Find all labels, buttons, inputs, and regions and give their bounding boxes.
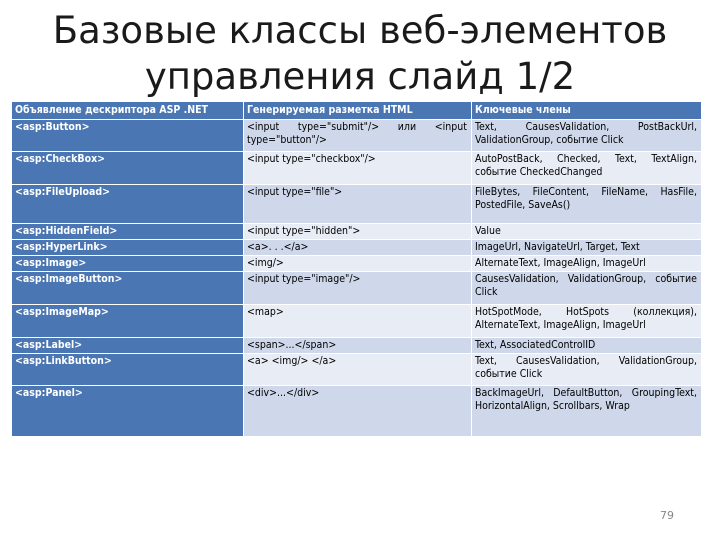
asp-tag-cell: <asp:LinkButton>	[12, 354, 244, 386]
asp-tag-cell: <asp:HiddenField>	[12, 224, 244, 240]
table-row	[12, 240, 702, 256]
header-asp-declaration: Объявление дескриптора ASP .NET	[12, 102, 244, 120]
html-markup-cell: <map>	[244, 305, 472, 338]
header-html-markup: Генерируемая разметка HTML	[244, 102, 472, 120]
table-row	[12, 305, 702, 338]
html-markup-cell: <input type="submit"/> или <input type="button"/>	[244, 120, 472, 152]
key-members-cell: HotSpotMode, HotSpots (коллекция), AlternateText, ImageAlign, ImageUrl	[472, 305, 702, 338]
html-markup-cell: <input type="image"/>	[244, 272, 472, 305]
key-members-cell: AlternateText, ImageAlign, ImageUrl	[472, 256, 702, 272]
key-members-cell: AutoPostBack, Checked, Text, TextAlign, событие CheckedChanged	[472, 152, 702, 185]
slide-title	[0, 8, 720, 100]
asp-tag-cell: <asp:CheckBox>	[12, 152, 244, 185]
html-markup-cell: <a> <img/> </a>	[244, 354, 472, 386]
table-row	[12, 185, 702, 224]
html-markup-cell: <input type="hidden">	[244, 224, 472, 240]
table-row	[12, 272, 702, 305]
table-row	[12, 354, 702, 386]
asp-tag-cell: <asp:HyperLink>	[12, 240, 244, 256]
asp-tag-cell: <asp:ImageButton>	[12, 272, 244, 305]
key-members-cell: CausesValidation, ValidationGroup, событие Click	[472, 272, 702, 305]
page-number: 79	[660, 509, 674, 522]
html-markup-cell: <a>. . .</a>	[244, 240, 472, 256]
table-row	[12, 224, 702, 240]
key-members-cell: Text, AssociatedControlID	[472, 338, 702, 354]
html-markup-cell: <input type="checkbox"/>	[244, 152, 472, 185]
key-members-cell: Text, CausesValidation, ValidationGroup, событие Click	[472, 354, 702, 386]
asp-tag-cell: <asp:Label>	[12, 338, 244, 354]
asp-tag-cell: <asp:Panel>	[12, 386, 244, 437]
key-members-cell: ImageUrl, NavigateUrl, Target, Text	[472, 240, 702, 256]
table-row	[12, 386, 702, 437]
header-key-members: Ключевые члены	[472, 102, 702, 120]
html-markup-cell: <span>...</span>	[244, 338, 472, 354]
controls-table	[11, 101, 702, 437]
asp-tag-cell: <asp:ImageMap>	[12, 305, 244, 338]
slide-title-line-2: управления слайд 1/2	[144, 55, 576, 98]
table-row	[12, 152, 702, 185]
key-members-cell: BackImageUrl, DefaultButton, GroupingText, HorizontalAlign, Scrollbars, Wrap	[472, 386, 702, 437]
table-row	[12, 120, 702, 152]
asp-tag-cell: <asp:Button>	[12, 120, 244, 152]
table-header-row	[12, 102, 702, 120]
table-row	[12, 338, 702, 354]
html-markup-cell: <img/>	[244, 256, 472, 272]
html-markup-cell: <div>...</div>	[244, 386, 472, 437]
slide-title-line-1: Базовые классы веб-элементов	[52, 9, 668, 52]
html-markup-cell: <input type="file">	[244, 185, 472, 224]
table-row	[12, 256, 702, 272]
key-members-cell: Value	[472, 224, 702, 240]
key-members-cell: FileBytes, FileContent, FileName, HasFile, PostedFile, SaveAs()	[472, 185, 702, 224]
key-members-cell: Text, CausesValidation, PostBackUrl, ValidationGroup, событие Click	[472, 120, 702, 152]
asp-tag-cell: <asp:Image>	[12, 256, 244, 272]
asp-tag-cell: <asp:FileUpload>	[12, 185, 244, 224]
